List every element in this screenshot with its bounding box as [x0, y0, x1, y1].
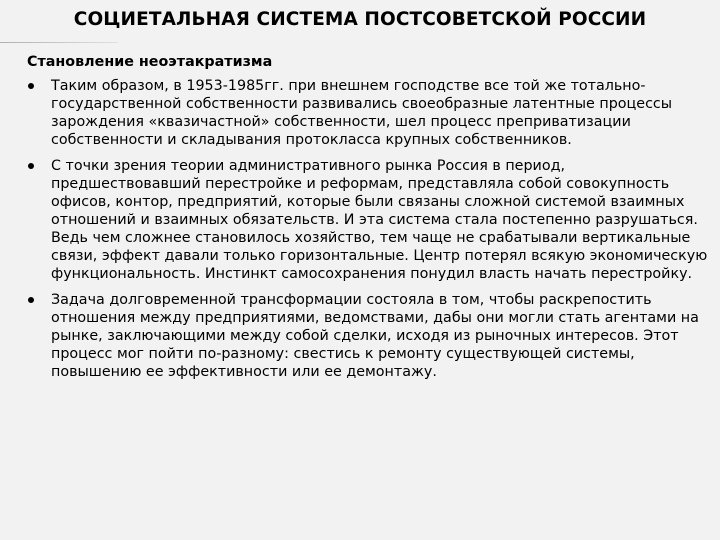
bullet-item [27, 77, 709, 149]
bullet-text: С точки зрения теории административного рынка Россия в период, предшествовавший перестройке и реформам, представляла собой совокупность офисов, контор, предприятий, которые были связаны сложной системой взаимных отношений и взаимных обязательств. И эта система стала постепенно разрушаться. Ведь чем сложнее становилось хозяйство, тем чаще не срабатывали вертикальные связи, эффект давали только горизонтальные. Центр потерял всякую экономическую функциональность. Инстинкт самосохранения понудил власть начать перестройку. [51, 158, 708, 282]
section-subheading: Становление неоэтакратизма [27, 54, 273, 70]
slide-title: СОЦИЕТАЛЬНАЯ СИСТЕМА ПОСТСОВЕТСКОЙ РОССИИ [73, 9, 647, 30]
bullet-item [27, 157, 709, 283]
bullet-text: Таким образом, в 1953-1985гг. при внешнем господстве все той же тотально-государственной собственности развивались своеобразные латентные процессы зарождения «квазичастной» собственности, шел процесс преприватизации собственности и складывания протокласса крупных собственников. [51, 78, 673, 148]
bullet-dot-icon [28, 83, 34, 89]
bullet-text: Задача долговременной трансформации состояла в том, чтобы раскрепостить отношения между предприятиями, ведомствами, дабы они могли стать агентами на рынке, заключающими между собой сделки, исходя из рыночных интересов. Этот процесс мог пойти по-разному: свестись к ремонту существующей системы, повышению ее эффективности или ее демонтажу. [51, 292, 699, 380]
bullet-dot-icon [28, 163, 34, 169]
title-divider [0, 42, 118, 43]
bullet-list [27, 77, 709, 381]
slide-body [27, 53, 709, 389]
bullet-dot-icon [28, 297, 34, 303]
bullet-item [27, 291, 709, 381]
